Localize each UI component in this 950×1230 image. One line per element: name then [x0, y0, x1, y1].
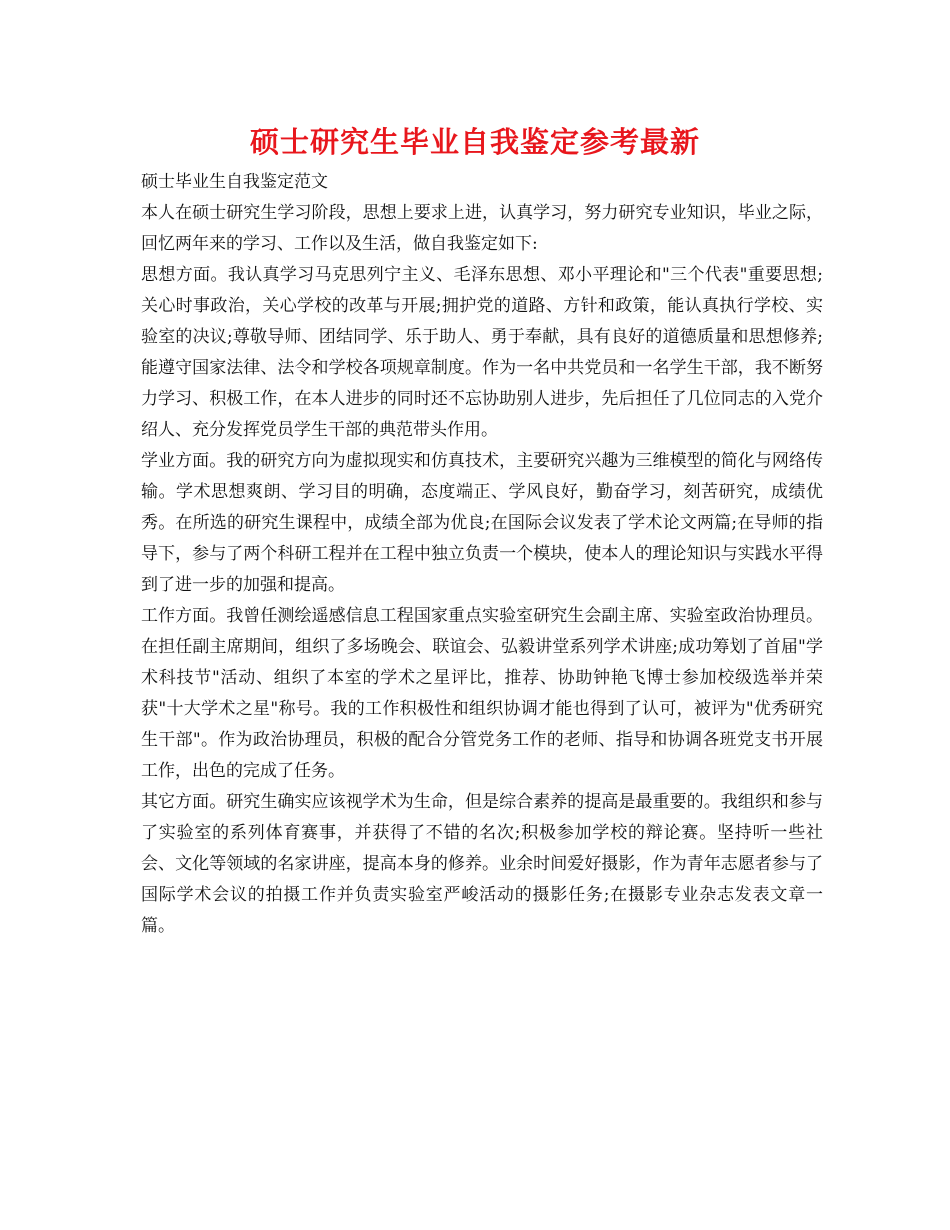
paragraph-other: 其它方面。研究生确实应该视学术为生命，但是综合素养的提高是最重要的。我组织和参与了实验室的系列体育赛事，并获得了不错的名次;积极参加学校的辩论赛。坚持听一些社会、文化等领域的名家讲座，提高本身的修养。业余时间爱好摄影，作为青年志愿者参与了国际学术会议的拍摄工作并负责实验室严峻活动的摄影任务;在摄影专业杂志发表文章一篇。 [141, 792, 823, 936]
paragraph-academics: 学业方面。我的研究方向为虚拟现实和仿真技术，主要研究兴趣为三维模型的简化与网络传输。学术思想爽朗、学习目的明确，态度端正、学风良好，勤奋学习，刻苦研究，成绩优秀。在所选的研究生课程中，成绩全部为优良;在国际会议发表了学术论文两篇;在导师的指导下，参与了两个科研工程并在工程中独立负责一个模块，使本人的理论知识与实践水平得到了进一步的加强和提高。 [141, 451, 823, 595]
document-subtitle: 硕士毕业生自我鉴定范文 [141, 172, 328, 192]
document-body [141, 167, 823, 942]
paragraph-ideology: 思想方面。我认真学习马克思列宁主义、毛泽东思想、邓小平理论和"三个代表"重要思想;关心时事政治，关心学校的改革与开展;拥护党的道路、方针和政策，能认真执行学校、实验室的决议;尊敬导师、团结同学、乐于助人、勇于奉献，具有良好的道德质量和思想修养;能遵守国家法律、法令和学校各项规章制度。作为一名中共党员和一名学生干部，我不断努力学习、积极工作，在本人进步的同时还不忘协助别人进步，先后担任了几位同志的入党介绍人、充分发挥党员学生干部的典范带头作用。 [141, 265, 823, 440]
paragraph-work: 工作方面。我曾任测绘遥感信息工程国家重点实验室研究生会副主席、实验室政治协理员。在担任副主席期间，组织了多场晚会、联谊会、弘毅讲堂系列学术讲座;成功筹划了首届"学术科技节"活动、组织了本室的学术之星评比，推荐、协助钟艳飞博士参加校级选举并荣获"十大学术之星"称号。我的工作积极性和组织协调才能也得到了认可，被评为"优秀研究生干部"。作为政治协理员，积极的配合分管党务工作的老师、指导和协调各班党支书开展工作，出色的完成了任务。 [141, 606, 823, 781]
document-title: 硕士研究生毕业自我鉴定参考最新 [249, 125, 700, 159]
paragraph-intro: 本人在硕士研究生学习阶段，思想上要求上进，认真学习，努力研究专业知识，毕业之际，回忆两年来的学习、工作以及生活，做自我鉴定如下: [141, 203, 823, 254]
